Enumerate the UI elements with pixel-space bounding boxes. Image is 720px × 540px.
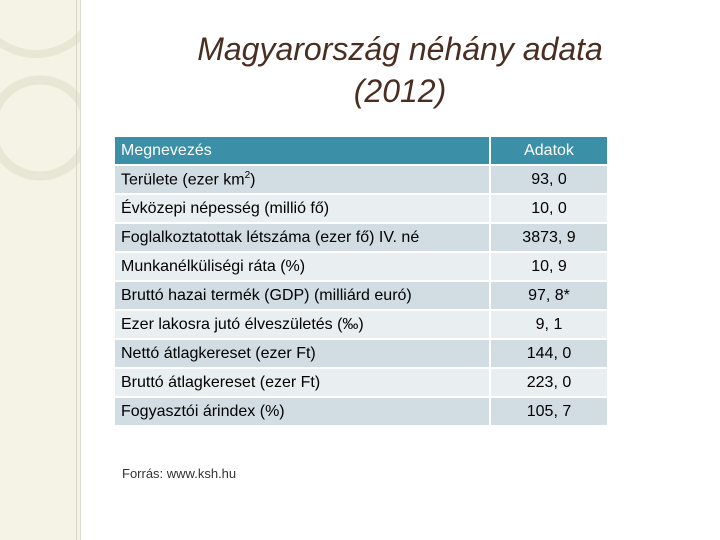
decorative-circles (0, 0, 80, 540)
table-row (115, 166, 607, 193)
header-value: Adatok (491, 137, 607, 164)
row-label: Évközepi népesség (millió fő) (115, 195, 489, 222)
row-value: 10, 0 (491, 195, 607, 222)
row-value: 223, 0 (491, 369, 607, 396)
row-value: 9, 1 (491, 311, 607, 338)
row-label: Foglalkoztatottak létszáma (ezer fő) IV. né (115, 224, 489, 251)
table-row (115, 282, 607, 309)
table-row (115, 369, 607, 396)
table-row (115, 253, 607, 280)
row-label: Bruttó hazai termék (GDP) (milliárd euró) (115, 282, 489, 309)
slide-title (120, 28, 680, 112)
data-table (113, 135, 609, 427)
decorative-side-band (0, 0, 81, 540)
source-note: Forrás: www.ksh.hu (122, 466, 237, 481)
table-row (115, 340, 607, 367)
row-label: Munkanélküliségi ráta (%) (115, 253, 489, 280)
table-row (115, 224, 607, 251)
header-name: Megnevezés (115, 137, 489, 164)
row-label: Ezer lakosra jutó élveszületés (‰) (115, 311, 489, 338)
title-line-2: (2012) (353, 73, 447, 109)
row-value: 105, 7 (491, 398, 607, 425)
row-label: Területe (ezer $km^2$) (115, 166, 489, 193)
row-value: 10, 9 (491, 253, 607, 280)
row-value: 3873, 9 (491, 224, 607, 251)
title-line-1: Magyarország néhány adata (197, 31, 603, 67)
table-row (115, 195, 607, 222)
row-value: 144, 0 (491, 340, 607, 367)
table-row (115, 398, 607, 425)
band-divider (76, 0, 77, 540)
row-label: Bruttó átlagkereset (ezer Ft) (115, 369, 489, 396)
table-header-row (115, 137, 607, 164)
row-label: Fogyasztói árindex (%) (115, 398, 489, 425)
table-row (115, 311, 607, 338)
row-value: 93, 0 (491, 166, 607, 193)
row-value: 97, 8* (491, 282, 607, 309)
row-label: Nettó átlagkereset (ezer Ft) (115, 340, 489, 367)
